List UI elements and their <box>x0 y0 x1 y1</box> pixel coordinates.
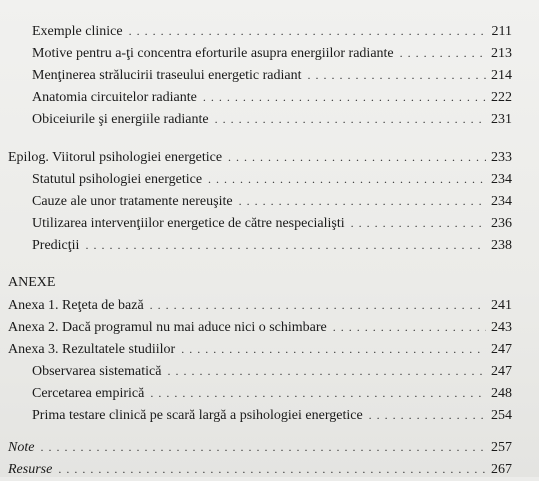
toc-leader-dots <box>400 42 486 64</box>
toc-entry-title: Note <box>8 440 35 455</box>
toc-entry-page: 243 <box>491 320 512 335</box>
toc-entry <box>8 190 512 212</box>
toc-entry-title: Prima testare clinică pe scară largă a psihologiei energetice <box>32 408 363 423</box>
toc-entry-page: 211 <box>491 24 512 39</box>
toc-entry-anexa <box>8 294 512 316</box>
toc-entry-anexa <box>8 338 512 360</box>
toc-entry-title: Anexa 2. Dacă programul nu mai aduce nici o schimbare <box>8 320 327 335</box>
toc-leader-dots <box>150 382 486 404</box>
toc-entry <box>8 168 512 190</box>
toc-entry-page: 257 <box>491 440 512 455</box>
toc-leader-dots <box>333 316 486 338</box>
toc-leader-dots <box>167 360 486 382</box>
toc-entry-page: 214 <box>491 68 512 83</box>
toc-entry-note <box>8 436 512 458</box>
toc-entry <box>8 86 512 108</box>
toc-leader-dots <box>351 212 486 234</box>
toc-entry-page: 234 <box>491 194 512 209</box>
toc-entry-page: 247 <box>491 364 512 379</box>
toc-leader-dots <box>215 108 486 130</box>
toc-leader-dots <box>40 436 486 458</box>
toc-entry-title: Anexa 1. Reţeta de bază <box>8 298 144 313</box>
toc-entry-page: 238 <box>491 238 512 253</box>
toc-leader-dots <box>181 338 486 360</box>
toc-entry <box>8 234 512 256</box>
toc-entry-page: 233 <box>491 150 512 165</box>
toc-entry-page: 236 <box>491 216 512 231</box>
toc-entry-title: Utilizarea intervenţiilor energetice de către nespecialişti <box>32 216 345 231</box>
toc-leader-dots <box>150 294 486 316</box>
toc-entry <box>8 64 512 86</box>
toc-entry-title: Observarea sistematică <box>32 364 162 379</box>
toc-entry-anexa <box>8 316 512 338</box>
toc-entry <box>8 20 512 42</box>
toc-leader-dots <box>208 168 486 190</box>
toc-leader-dots <box>369 404 486 426</box>
toc-entry-title: Cauze ale unor tratamente nereuşite <box>32 194 233 209</box>
toc-entry-page: 254 <box>491 408 512 423</box>
toc-leader-dots <box>203 86 486 108</box>
toc-entry <box>8 212 512 234</box>
toc-leader-dots <box>85 234 486 256</box>
toc-entry-page: 247 <box>491 342 512 357</box>
toc-entry-title: Predicţii <box>32 238 80 253</box>
toc-entry-page: 231 <box>491 112 512 127</box>
toc-entry-title: Statutul psihologiei energetice <box>32 172 203 187</box>
toc-entry <box>8 42 512 64</box>
toc-entry-title: Exemple clinice <box>32 24 123 39</box>
toc-entry-page: 213 <box>491 46 512 61</box>
toc-section-epilog <box>8 146 512 168</box>
table-of-contents <box>8 20 512 480</box>
toc-entry-title: Motive pentru a-ţi concentra eforturile asupra energiilor radiante <box>32 46 394 61</box>
toc-leader-dots <box>308 64 486 86</box>
toc-entry-page: 241 <box>491 298 512 313</box>
toc-entry-page: 222 <box>491 90 512 105</box>
toc-entry-page: 267 <box>491 462 512 477</box>
toc-entry <box>8 404 512 426</box>
toc-entry-title: Epilog. Viitorul psihologiei energetice <box>8 150 223 165</box>
toc-entry-title: Resurse <box>8 462 53 477</box>
toc-entry <box>8 360 512 382</box>
toc-leader-dots <box>228 146 486 168</box>
toc-entry-title: Obiceiurile şi energiile radiante <box>32 112 209 127</box>
toc-entry-title: Cercetarea empirică <box>32 386 145 401</box>
toc-entry <box>8 382 512 404</box>
toc-entry-page: 234 <box>491 172 512 187</box>
toc-entry-title: Menţinerea strălucirii traseului energetic radiant <box>32 68 302 83</box>
toc-entry <box>8 108 512 130</box>
toc-leader-dots <box>129 20 486 42</box>
toc-entry-title: Anexa 3. Rezultatele studiilor <box>8 342 176 357</box>
anexe-heading: ANEXE <box>8 275 56 290</box>
toc-entry-page: 248 <box>491 386 512 401</box>
toc-leader-dots <box>239 190 486 212</box>
toc-entry-title: Anatomia circuitelor radiante <box>32 90 197 105</box>
